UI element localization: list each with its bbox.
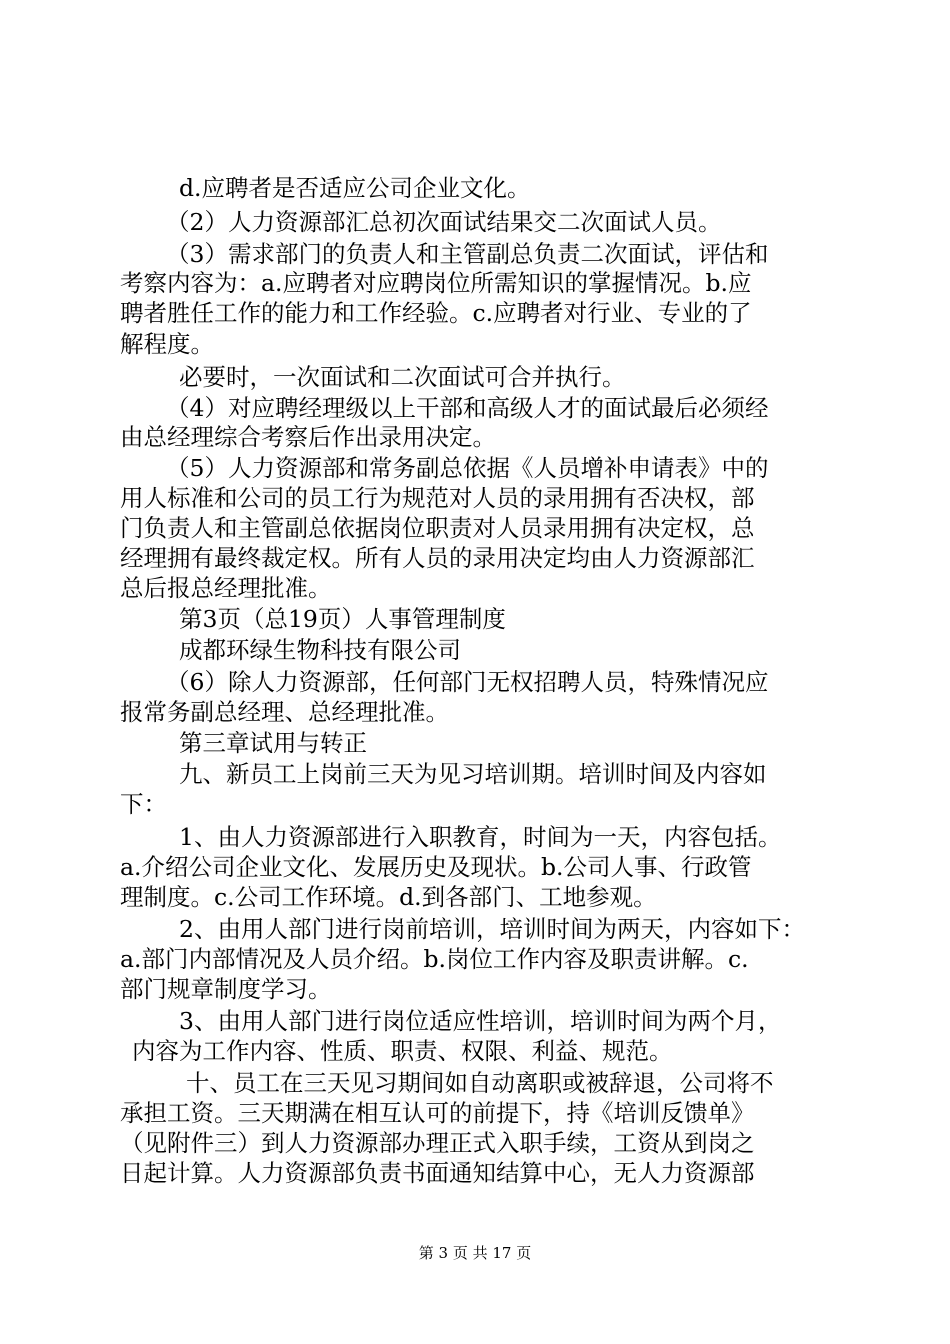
body-line-6: 解程度。 bbox=[120, 330, 214, 358]
body-line-9: 由总经理综合考察后作出录用决定。 bbox=[120, 423, 496, 451]
body-line-7: 必要时，一次面试和二次面试可合并执行。 bbox=[179, 363, 626, 391]
body-line-12: 门负责人和主管副总依据岗位职责对人员录用拥有决定权，总 bbox=[120, 514, 755, 542]
body-line-2: （2）人力资源部汇总初次面试结果交二次面试人员。 bbox=[166, 208, 722, 236]
chapter-heading: 第三章试用与转正 bbox=[179, 729, 367, 757]
page-footer: 第 3 页 共 17 页 bbox=[418, 1244, 532, 1262]
body-line-17: （6）除人力资源部，任何部门无权招聘人员，特殊情况应 bbox=[166, 668, 769, 696]
body-line-13: 经理拥有最终裁定权。所有人员的录用决定均由人力资源部汇 bbox=[120, 544, 755, 572]
body-line-27: 部门规章制度学习。 bbox=[120, 975, 332, 1003]
body-line-20: 九、新员工上岗前三天为见习培训期。培训时间及内容如 bbox=[179, 760, 767, 788]
body-line-29: 内容为工作内容、性质、职责、权限、利益、规范。 bbox=[132, 1037, 673, 1065]
body-line-21: 下： bbox=[120, 790, 167, 818]
body-line-1: d.应聘者是否适应公司企业文化。 bbox=[179, 174, 531, 202]
body-line-11: 用人标准和公司的员工行为规范对人员的录用拥有否决权，部 bbox=[120, 484, 755, 512]
body-line-18: 报常务副总经理、总经理批准。 bbox=[120, 698, 449, 726]
body-line-10: （5）人力资源部和常务副总依据《人员增补申请表》中的 bbox=[166, 454, 769, 482]
body-line-23: a.介绍公司企业文化、发展历史及现状。b.公司人事、行政管 bbox=[120, 853, 752, 881]
body-line-14: 总后报总经理批准。 bbox=[120, 574, 332, 602]
body-line-3: （3）需求部门的负责人和主管副总负责二次面试，评估和 bbox=[166, 240, 769, 268]
body-line-8: （4）对应聘经理级以上干部和高级人才的面试最后必须经 bbox=[166, 394, 769, 422]
company-name: 成都环绿生物科技有限公司 bbox=[179, 636, 461, 664]
body-line-28: 3、由用人部门进行岗位适应性培训，培训时间为两个月， bbox=[179, 1007, 782, 1035]
body-line-33: 日起计算。人力资源部负责书面通知结算中心，无人力资源部 bbox=[120, 1159, 755, 1187]
body-line-32: （见附件三）到人力资源部办理正式入职手续，工资从到岗之 bbox=[120, 1129, 755, 1157]
body-line-22: 1、由人力资源部进行入职教育，时间为一天，内容包括。 bbox=[179, 823, 782, 851]
body-line-30: 十、员工在三天见习期间如自动离职或被辞退，公司将不 bbox=[186, 1069, 774, 1097]
body-line-31: 承担工资。三天期满在相互认可的前提下，持《培训反馈单》 bbox=[120, 1099, 755, 1127]
body-line-26: a.部门内部情况及人员介绍。b.岗位工作内容及职责讲解。c. bbox=[120, 945, 749, 973]
body-line-25: 2、由用人部门进行岗前培训，培训时间为两天，内容如下： bbox=[179, 915, 805, 943]
body-line-24: 理制度。c.公司工作环境。d.到各部门、工地参观。 bbox=[120, 883, 657, 911]
body-line-5: 聘者胜任工作的能力和工作经验。c.应聘者对行业、专业的了 bbox=[120, 299, 752, 327]
source-page-note: 第3页（总19页）人事管理制度 bbox=[179, 605, 506, 633]
body-line-4: 考察内容为：a.应聘者对应聘岗位所需知识的掌握情况。b.应 bbox=[120, 269, 752, 297]
